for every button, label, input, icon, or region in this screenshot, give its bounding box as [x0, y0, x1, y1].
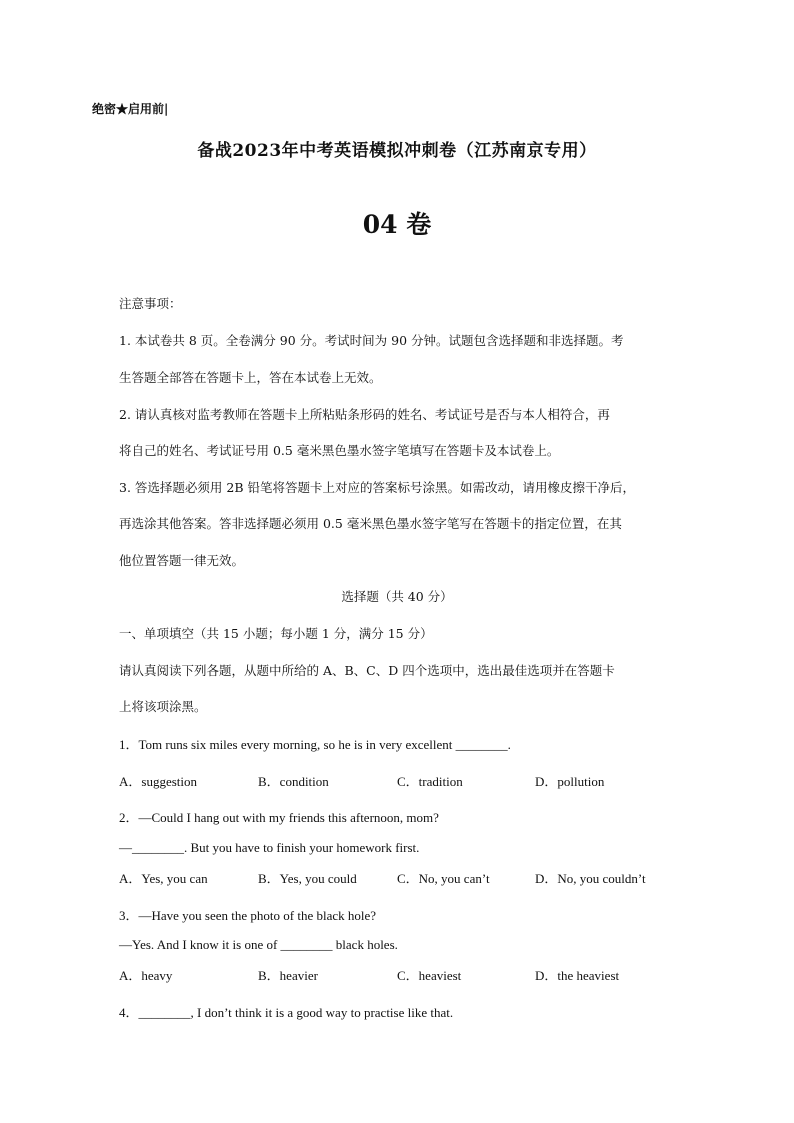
exam-title: 备战2023年中考英语模拟冲刺卷（江苏南京专用）	[197, 141, 597, 161]
question-3-response: —Yes. And I know it is one of ________ black holes.	[119, 937, 398, 952]
question-2-option-d[interactable]: D．No, you couldn’t	[535, 871, 646, 886]
question-1-option-c[interactable]: C．tradition	[397, 774, 463, 789]
question-3-option-d[interactable]: D．the heaviest	[535, 968, 620, 983]
volume-label: 04 卷	[362, 210, 432, 239]
question-1-stem: 1．Tom runs six miles every morning, so he is in very excellent ________.	[119, 737, 511, 752]
notice-line: 他位置答题一律无效。	[119, 553, 245, 568]
question-3-option-c[interactable]: C．heaviest	[397, 968, 462, 983]
question-2-option-c[interactable]: C．No, you can’t	[397, 871, 490, 886]
notice-line: 生答题全部答在答题卡上，答在本试卷上无效。	[119, 370, 382, 385]
question-2-stem: 2．—Could I hang out with my friends this afternoon, mom?	[119, 810, 439, 825]
question-1-option-d[interactable]: D．pollution	[535, 774, 605, 789]
question-1-option-a[interactable]: A．suggestion	[119, 774, 198, 789]
notice-line: 3. 答选择题必须用 2B 铅笔将答题卡上对应的答案标号涂黑。如需改动，请用橡皮擦干净后，	[119, 480, 635, 495]
question-2-option-a[interactable]: A．Yes, you can	[119, 871, 208, 886]
notice-line: 1. 本试卷共 8 页。全卷满分 90 分。考试时间为 90 分钟。试题包含选择题和非选择题。考	[119, 333, 624, 348]
notice-line: 2. 请认真核对监考教师在答题卡上所粘贴条形码的姓名、考试证号是否与本人相符合，再	[119, 407, 610, 422]
question-2-option-b[interactable]: B．Yes, you could	[258, 871, 357, 886]
question-2-response: —________. But you have to finish your homework first.	[119, 840, 420, 855]
instruction-line: 请认真阅读下列各题，从题中所给的 A、B、C、D 四个选项中，选出最佳选项并在答题卡	[119, 663, 615, 678]
notice-line: 再选涂其他答案。答非选择题必须用 0.5 毫米黑色墨水签字笔写在答题卡的指定位置，在其	[119, 516, 622, 531]
instruction-line: 上将该项涂黑。	[119, 699, 207, 714]
confidential-mark: 绝密★启用前|	[92, 102, 169, 116]
notice-heading: 注意事项：	[119, 296, 182, 311]
question-3-stem: 3．—Have you seen the photo of the black hole?	[119, 908, 377, 923]
question-3-option-a[interactable]: A．heavy	[119, 968, 173, 983]
section-heading: 选择题（共 40 分）	[341, 589, 453, 604]
question-3-option-b[interactable]: B．heavier	[258, 968, 318, 983]
notice-line: 将自己的姓名、考试证号用 0.5 毫米黑色墨水签字笔填写在答题卡及本试卷上。	[119, 443, 560, 458]
question-1-option-b[interactable]: B．condition	[258, 774, 329, 789]
part-title: 一、单项填空（共 15 小题；每小题 1 分，满分 15 分）	[119, 626, 433, 641]
question-4-stem: 4．________, I don’t think it is a good way to practise like that.	[119, 1005, 454, 1020]
